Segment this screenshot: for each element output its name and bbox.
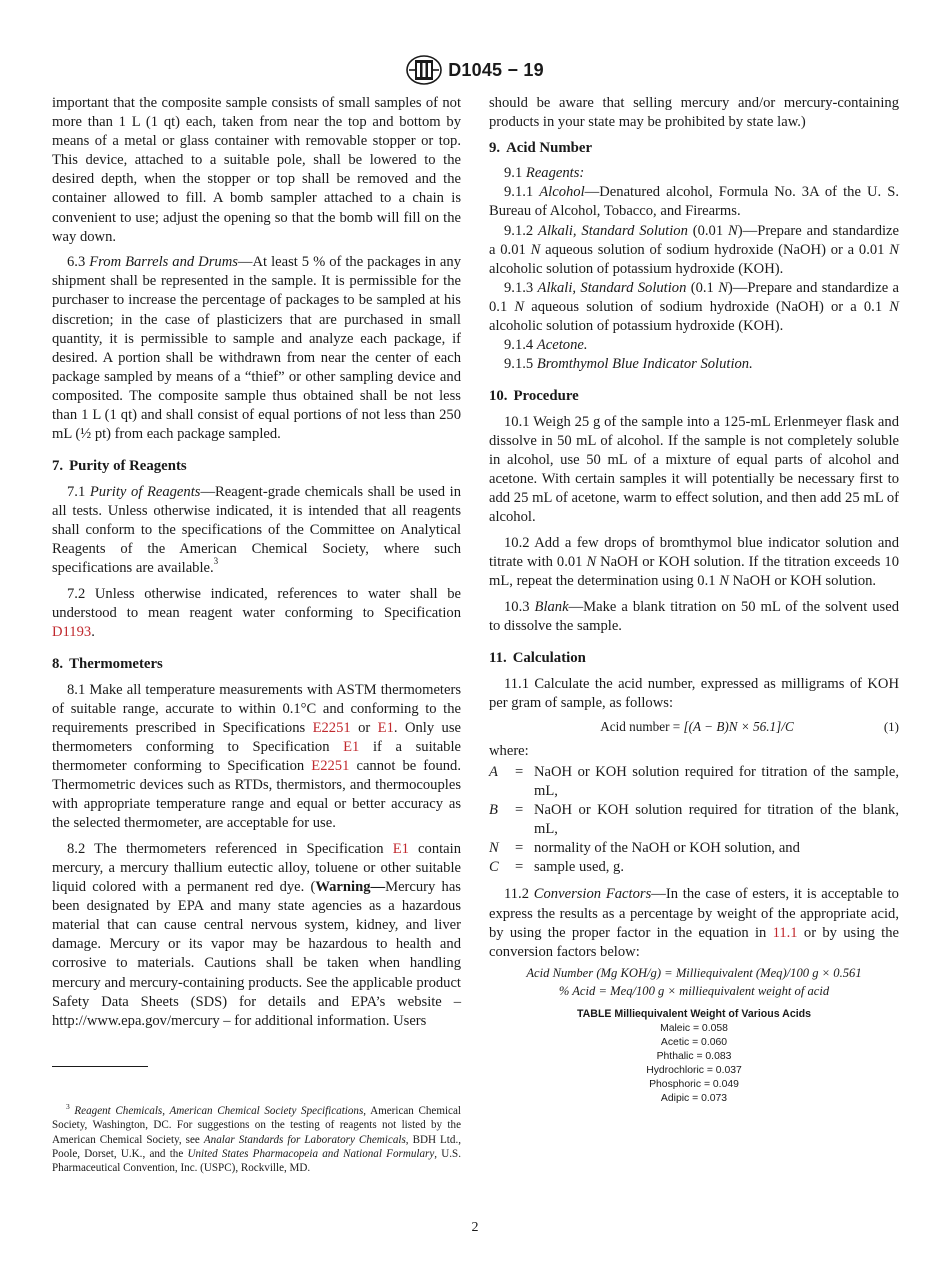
footnote-ref[interactable]: 3 xyxy=(213,556,219,567)
text-run: if a suitable thermometer conforming to Specification xyxy=(52,738,461,774)
conversion-formulas xyxy=(489,964,899,1001)
paragraph-title: Conversion Factors xyxy=(533,886,652,903)
text-run: 8.2 The thermometers referenced in Specification xyxy=(67,840,393,857)
table-row: Maleic = 0.058 xyxy=(660,1022,728,1034)
paragraph-6-2-continued: important that the composite sample consists of small samples of not more than 1 L (1 qt) each, taken from near the top and bottom by means of a metal or glass container with removable stopper or top. This device, attached to a suitable pole, shall be lowered to the desired depth, when the stopper or top shall be removed and the container allowed to fill. A bomb sampler attached to a chain is convenient to use; adjust the opening so that the bomb will fill on the way down. xyxy=(52,95,461,245)
paragraph-title: Blank xyxy=(534,598,569,615)
where-label: where: xyxy=(489,742,529,759)
paragraph-8-2 xyxy=(52,840,461,1031)
table-row: Phosphoric = 0.049 xyxy=(649,1078,739,1090)
text-run: . xyxy=(91,623,95,640)
text-run: N xyxy=(530,241,541,258)
text-run: or by using the conversion factors below: xyxy=(489,924,899,960)
table-title: TABLE Milliequivalent Weight of Various Acids xyxy=(576,1007,812,1020)
text-run: cannot be found. Thermometric devices such as RTDs, thermistors, and thermocouples with appropriate temperature range and equal or better accuracy as the selected thermometer, are acceptable for use. xyxy=(52,758,461,832)
page-number: 2 xyxy=(471,1220,479,1235)
text-run: alcoholic solution of potassium hydroxide (KOH). xyxy=(489,260,784,277)
right-column xyxy=(489,94,899,1106)
paragraph-body: —Reagent-grade chemicals shall be used in all tests. Unless otherwise indicated, it is intended that all reagents shall conform to the specifications of the Committee on Analytical Reagents of the American Chemical Society, where such specifications are available. xyxy=(52,483,461,577)
text-run: contain mercury, a mercury thallium eutectic alloy, toluene or other suitable liquid colored with a permanent red dye. ( xyxy=(52,840,462,896)
text-run: N xyxy=(719,573,729,590)
paragraph-title: Alkali, Standard Solution xyxy=(538,222,688,239)
text-run: ) xyxy=(727,279,733,296)
text-run: 8.1 Make all temperature measurements with ASTM thermometers of suitable range, accurate to within 0.1°C and conforming to the requirements prescribed in Specifications xyxy=(52,681,461,736)
variable-definition xyxy=(489,839,899,858)
paragraph-9-1-4 xyxy=(489,336,899,355)
paragraph-8-2-continued: should be aware that selling mercury and/or mercury-containing products in your state may be prohibited by state law.) xyxy=(489,95,899,131)
paragraph-7-1 xyxy=(52,483,461,578)
text-run: . Only use thermometers conforming to Specification xyxy=(52,719,461,755)
section-number: 9.1.5 xyxy=(504,356,534,373)
paragraph-10-1: 10.1 Weigh 25 g of the sample into a 125-mL Erlenmeyer flask and dissolve in 50 mL of alcohol. If the sample is not completely soluble in alcohol, use 50 mL of a mixture of equal parts of alcohol and acetone. With certain samples it will potentially be necessary first to add 25 mL of acetone, warm to effect solution, and then add 25 mL of alcohol. xyxy=(489,413,899,526)
link-d1193[interactable]: D1193 xyxy=(52,623,92,640)
section-number: 9.1 xyxy=(504,165,523,182)
text-run: alcoholic solution of potassium hydroxide (KOH). xyxy=(489,318,784,335)
paragraph-11-1: 11.1 Calculate the acid number, expressed as milligrams of KOH per gram of sample, as follows: xyxy=(489,675,899,711)
variable-definition xyxy=(489,858,899,877)
paragraph-9-1-1 xyxy=(489,183,899,221)
table-row: Phthalic = 0.083 xyxy=(656,1050,732,1062)
equation-body xyxy=(489,717,869,736)
text-run: N xyxy=(718,279,728,296)
paragraph-title: Purity of Reagents xyxy=(89,483,201,500)
link-11-1[interactable]: 11.1 xyxy=(772,924,798,941)
section-number: 7.1 xyxy=(67,483,86,500)
section-number: 8. xyxy=(52,656,64,673)
section-number: 9.1.4 xyxy=(504,337,534,354)
equation-lhs: Acid number = xyxy=(600,718,684,734)
paragraph-9-1 xyxy=(489,164,899,183)
text-run: Mercury has been designated by EPA and many state agencies as a hazardous material that can cause central nervous system, kidney, and liver damage. Mercury or its vapor may be hazardous to health and corrosive to materials. Cautions shall be taken when handling mercury and mercury-containing products. See the applicable product Safety Data Sheets (SDS) for details and EPA’s website – http://www.epa.gov/mercury – for additional information. Users xyxy=(52,879,461,1029)
paragraph-title: Bromthymol Blue Indicator Solution. xyxy=(536,356,753,373)
astm-logo-icon xyxy=(406,55,442,85)
section-title: Thermometers xyxy=(69,656,163,673)
text-run: ) xyxy=(737,222,743,239)
footnote-marker: 3 xyxy=(66,1102,70,1111)
text-run: , U.S. Pharmaceutical Convention, Inc. (USPC), Rockville, MD. xyxy=(52,1147,461,1175)
text-run: NaOH or KOH solution. If the titration exceeds 10 mL, repeat the determination using 0.1 xyxy=(489,554,899,590)
paragraph-8-1 xyxy=(52,681,461,834)
text-run: , BDH Ltd., Poole, Dorset, U.K., and the xyxy=(52,1133,461,1160)
document-id: D1045 − 19 xyxy=(448,59,544,80)
equation-1 xyxy=(489,717,899,736)
paragraph-7-2 xyxy=(52,585,461,642)
paragraph-6-3 xyxy=(52,253,461,444)
footnote-3 xyxy=(52,1104,461,1175)
text-run: N xyxy=(728,222,738,239)
section-number: 9.1.1 xyxy=(504,184,534,201)
link-e1[interactable]: E1 xyxy=(377,719,394,736)
variable-equals: = xyxy=(515,859,524,876)
table-row: Hydrochloric = 0.037 xyxy=(646,1064,742,1076)
citation-title: Analar Standards for Laboratory Chemicals xyxy=(203,1133,406,1146)
variable-meaning: NaOH or KOH solution required for titration of the sample, mL, xyxy=(534,763,899,799)
section-title: Procedure xyxy=(513,388,579,405)
text-run: N xyxy=(889,241,899,258)
text-run: 10.2 Add a few drops of bromthymol blue indicator solution and titrate with 0.01 xyxy=(489,534,899,571)
variable-symbol: N xyxy=(489,840,499,857)
variable-symbol: A xyxy=(489,763,498,780)
paragraph-body: —Denatured alcohol, Formula No. 3A of the U. S. Bureau of Alcohol, Tobacco, and Firearms. xyxy=(489,184,899,220)
variable-definition xyxy=(489,801,899,839)
paragraph-title: Alcohol xyxy=(539,184,585,201)
text-run: —In the case of esters, it is acceptable to express the results as a percentage by weight of the appropriate acid, by using the proper factor in the equation in xyxy=(489,886,899,941)
paragraph-11-2 xyxy=(489,885,899,961)
milliequivalent-table xyxy=(489,1007,899,1106)
section-heading-8 xyxy=(52,655,461,674)
section-heading-11 xyxy=(489,649,899,668)
text-run: —Prepare and standardize a 0.01 xyxy=(489,222,899,258)
section-number: 11. xyxy=(489,649,507,666)
text-run: , American Chemical Society, Washington, DC. For suggestions on the testing of reagents not listed by the American Chemical Society, see xyxy=(52,1105,461,1146)
text-run: NaOH or KOH solution. xyxy=(728,573,877,590)
section-title: Calculation xyxy=(512,649,586,666)
paragraph-title: Acetone. xyxy=(536,337,588,354)
link-e1[interactable]: E1 xyxy=(343,738,360,755)
footnote-divider xyxy=(52,1066,148,1067)
citation-title: Reagent Chemicals, American Chemical Society Specifications xyxy=(74,1105,364,1117)
section-number: 11.2 xyxy=(504,886,529,903)
section-number: 10.3 xyxy=(504,598,530,615)
table-row: Adipic = 0.073 xyxy=(660,1092,728,1104)
link-e2251[interactable]: E2251 xyxy=(311,758,350,774)
warning-label: Warning— xyxy=(315,879,386,896)
variable-definition xyxy=(489,763,899,801)
section-number: 7. xyxy=(52,458,64,475)
text-run: or xyxy=(350,719,378,736)
paragraph-10-3 xyxy=(489,598,899,636)
equation-number: (1) xyxy=(883,718,899,734)
text-run: N xyxy=(889,298,899,315)
variable-meaning: normality of the NaOH or KOH solution, and xyxy=(534,840,800,857)
text-run: (0.01 xyxy=(687,222,728,239)
link-e2251[interactable]: E2251 xyxy=(312,719,351,736)
section-number: 9.1.3 xyxy=(504,279,534,296)
text-run: (0.1 xyxy=(686,279,719,296)
conversion-formula-acid-number: Acid Number (Mg KOH/g) = Milliequivalent (Meq)/100 g × 0.561 xyxy=(526,965,862,980)
section-title: Purity of Reagents xyxy=(69,458,187,475)
text-run: N xyxy=(586,554,597,571)
paragraph-body: —At least 5 % of the packages in any shipment shall be represented in the sample. It is permissible for the purchaser to increase the percentage of packages to be sampled at his discretion; in the case of plasticizers that are purchased in small quantity, it is permissible to sample and analyze each package, if desired. A portion shall be withdrawn from near the center of each package sampled by means of a “thief” or other sampling device and composited. The composite sample thus obtained shall be not less than 1 L (1 qt) and shall consist of equal portions of not less than 250 mL (½ pt) from each package sampled. xyxy=(52,254,461,443)
link-e1[interactable]: E1 xyxy=(392,840,409,857)
section-heading-10 xyxy=(489,387,899,406)
paragraph-body: —Make a blank titration on 50 mL of the solvent used to dissolve the sample. xyxy=(489,598,900,634)
section-number: 10. xyxy=(489,388,508,405)
variable-symbol: C xyxy=(489,859,499,876)
variable-symbol: B xyxy=(489,802,498,819)
equation-rhs: [(A − B)N × 56.1]/C xyxy=(683,718,794,734)
section-heading-7 xyxy=(52,457,461,476)
section-number: 9. xyxy=(489,139,501,156)
paragraph-9-1-3 xyxy=(489,279,899,336)
variable-meaning: sample used, g. xyxy=(534,859,624,876)
section-number: 6.3 xyxy=(67,254,86,271)
paragraph-title: From Barrels and Drums xyxy=(89,254,238,271)
page-header xyxy=(0,55,950,90)
paragraph-9-1-2 xyxy=(489,222,899,279)
paragraph-title: Alkali, Standard Solution xyxy=(537,279,687,296)
variable-equals: = xyxy=(515,802,524,819)
paragraph-title: Reagents: xyxy=(525,165,585,182)
section-title: Acid Number xyxy=(506,139,593,156)
paragraph-9-1-5 xyxy=(489,355,899,374)
variable-definitions xyxy=(489,763,899,878)
section-number: 9.1.2 xyxy=(504,222,534,239)
paragraph-10-2 xyxy=(489,534,899,591)
left-column xyxy=(52,94,461,1031)
table-row: Acetic = 0.060 xyxy=(660,1036,728,1048)
text-run: aqueous solution of sodium hydroxide (NaOH) or a 0.1 xyxy=(524,298,890,315)
variable-meaning: NaOH or KOH solution required for titration of the blank, mL, xyxy=(534,802,899,838)
text-run: aqueous solution of sodium hydroxide (NaOH) or a 0.01 xyxy=(540,241,890,258)
text-run: 7.2 Unless otherwise indicated, references to water shall be understood to mean reagent water conforming to Specification xyxy=(52,585,461,621)
text-run: —Prepare and standardize a 0.1 xyxy=(489,279,900,315)
section-heading-9 xyxy=(489,139,899,158)
variable-equals: = xyxy=(515,840,524,857)
citation-title: United States Pharmacopeia and National Formulary xyxy=(187,1147,435,1160)
text-run: N xyxy=(514,298,525,315)
variable-equals: = xyxy=(515,763,524,780)
conversion-formula-percent-acid: % Acid = Meq/100 g × milliequivalent weight of acid xyxy=(558,984,830,999)
